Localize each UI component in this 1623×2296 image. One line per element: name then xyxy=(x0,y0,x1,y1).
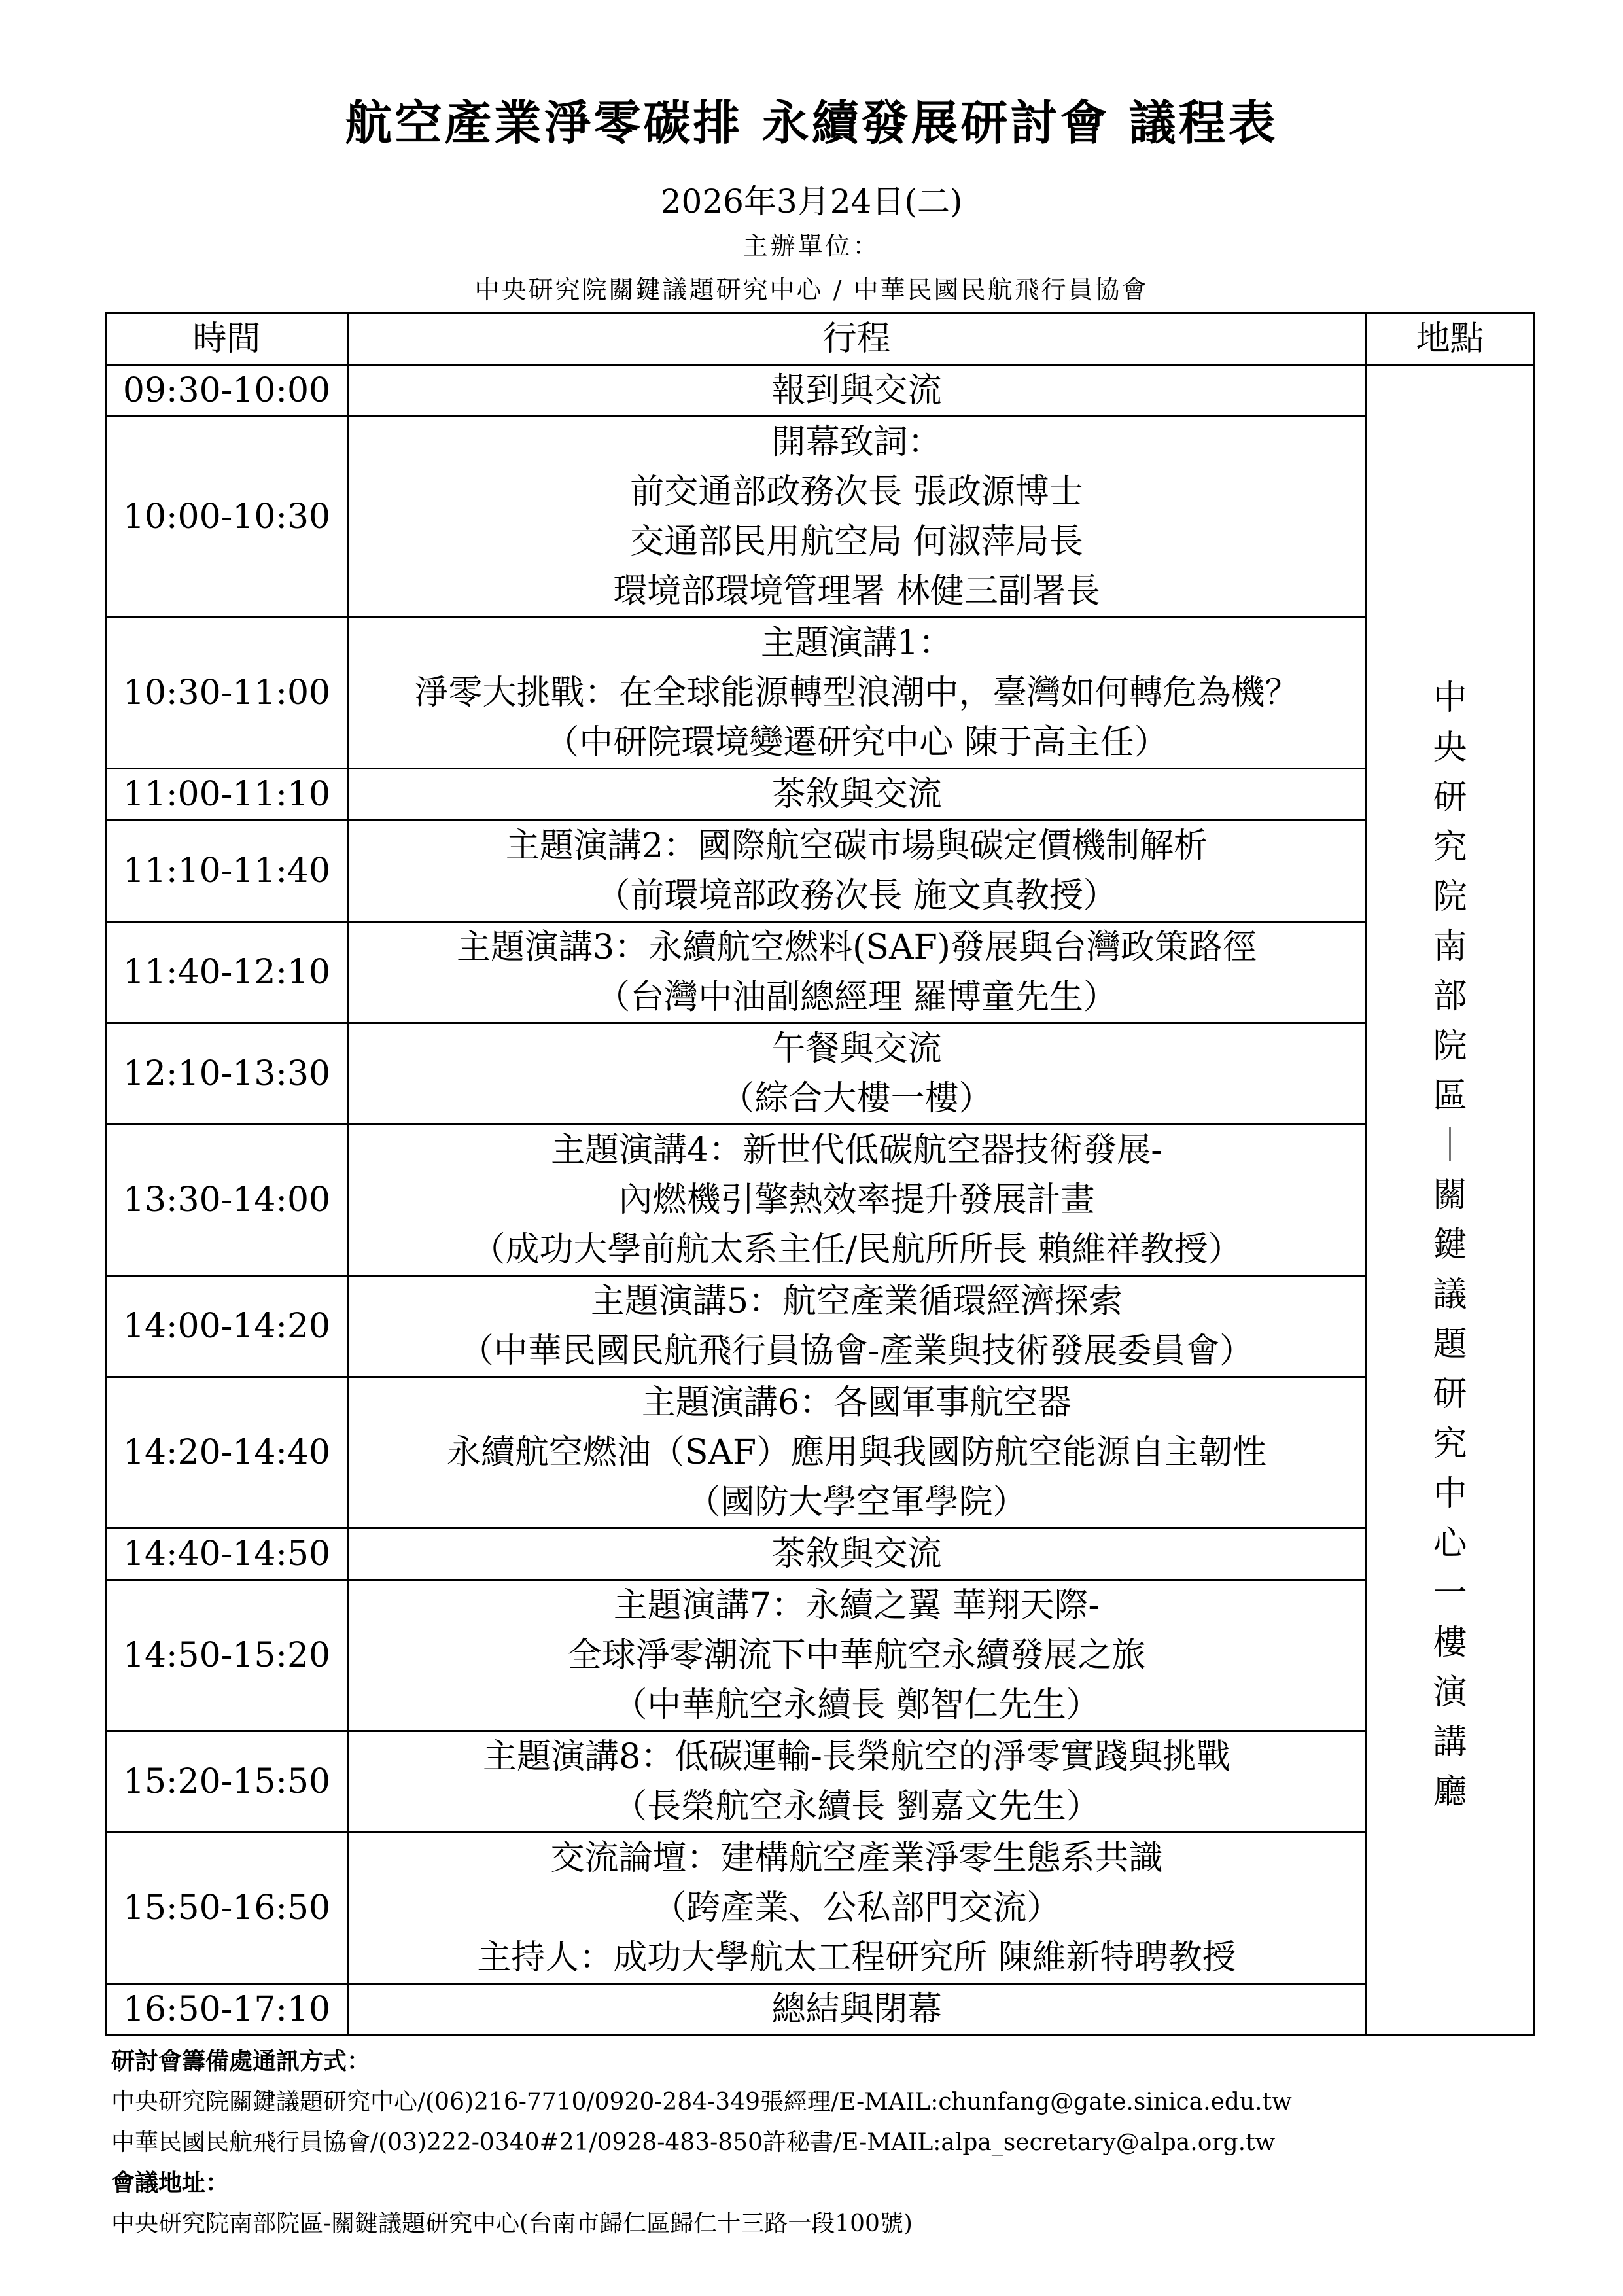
column-header-program: 行程 xyxy=(348,313,1366,365)
program-cell xyxy=(348,417,1366,618)
table-row xyxy=(106,1528,1535,1580)
time-cell: 15:50-16:50 xyxy=(106,1833,348,1984)
program-line: （長榮航空永續長 劉嘉文先生） xyxy=(613,1787,1100,1826)
program-line: （中華民國民航飛行員協會-產業與技術發展委員會） xyxy=(459,1332,1254,1371)
venue-vertical-text xyxy=(1373,673,1527,1817)
table-row xyxy=(106,618,1535,769)
program-line: 主題演講8：低碳運輸-長榮航空的淨零實踐與挑戰 xyxy=(483,1737,1230,1776)
time-cell: 15:20-15:50 xyxy=(106,1731,348,1833)
venue-char: 區 xyxy=(1433,1076,1467,1116)
program-line: 交流論壇：建構航空產業淨零生態系共識 xyxy=(550,1839,1163,1878)
venue-char: 南 xyxy=(1433,927,1467,966)
column-header-time: 時間 xyxy=(106,313,348,365)
program-line: 主題演講5：航空產業循環經濟探索 xyxy=(590,1282,1123,1321)
venue-char: 樓 xyxy=(1433,1623,1467,1663)
event-date: 2026年3月24日(二) xyxy=(660,183,963,221)
time-cell: 14:40-14:50 xyxy=(106,1528,348,1580)
program-cell xyxy=(348,365,1366,417)
venue-char: ｜ xyxy=(1433,1126,1467,1165)
program-cell xyxy=(348,1377,1366,1528)
venue-char: 究 xyxy=(1433,828,1467,867)
program-line: （中研院環境變遷研究中心 陳于高主任） xyxy=(545,723,1168,762)
time-cell: 14:50-15:20 xyxy=(106,1580,348,1731)
table-header-row xyxy=(106,313,1535,365)
address-heading: 會議地址： xyxy=(111,2170,230,2197)
venue-char: 心 xyxy=(1433,1524,1467,1563)
program-line: 環境部環境管理署 林健三副署長 xyxy=(613,572,1100,611)
program-line: 全球淨零潮流下中華航空永續發展之旅 xyxy=(567,1636,1146,1675)
venue-char: 演 xyxy=(1433,1673,1467,1712)
program-cell xyxy=(348,1023,1366,1125)
program-line: 交通部民用航空局 何淑萍局長 xyxy=(630,522,1083,561)
venue-char: 講 xyxy=(1433,1723,1467,1762)
venue-char: 一 xyxy=(1433,1574,1467,1613)
venue-char: 院 xyxy=(1433,877,1467,917)
table-row xyxy=(106,1377,1535,1528)
program-cell xyxy=(348,1984,1366,2036)
time-cell: 10:30-11:00 xyxy=(106,618,348,769)
column-header-location: 地點 xyxy=(1366,313,1535,365)
table-row xyxy=(106,1125,1535,1276)
organizers: 中央研究院關鍵議題研究中心 / 中華民國民航飛行員協會 xyxy=(474,275,1149,304)
program-cell xyxy=(348,922,1366,1023)
program-line: 主題演講4：新世代低碳航空器技術發展- xyxy=(551,1131,1162,1170)
program-line: 永續航空燃油（SAF）應用與我國防航空能源自主韌性 xyxy=(446,1433,1267,1472)
program-line: 總結與閉幕 xyxy=(771,1990,942,2029)
program-line: （國防大學空軍學院） xyxy=(686,1483,1027,1522)
table-row xyxy=(106,1984,1535,2036)
table-row xyxy=(106,1731,1535,1833)
time-cell: 13:30-14:00 xyxy=(106,1125,348,1276)
venue-char: 央 xyxy=(1433,728,1467,768)
program-cell xyxy=(348,1125,1366,1276)
program-line: 午餐與交流 xyxy=(771,1029,942,1069)
venue-char: 關 xyxy=(1433,1176,1467,1215)
program-line: 主題演講3：永續航空燃料(SAF)發展與台灣政策路徑 xyxy=(457,928,1257,967)
table-row xyxy=(106,1580,1535,1731)
venue-char: 中 xyxy=(1433,1474,1467,1513)
program-line: 開幕致詞： xyxy=(771,423,942,462)
page-title: 航空產業淨零碳排 永續發展研討會 議程表 xyxy=(345,96,1278,150)
table-row xyxy=(106,821,1535,922)
address-line: 中央研究院南部院區-關鍵議題研究中心(台南市歸仁區歸仁十三路一段100號) xyxy=(111,2210,913,2237)
venue-char: 廳 xyxy=(1433,1773,1467,1812)
program-line: 前交通部政務次長 張政源博士 xyxy=(630,472,1083,512)
program-cell xyxy=(348,821,1366,922)
program-line: 主題演講2：國際航空碳市場與碳定價機制解析 xyxy=(505,826,1208,866)
venue-char: 研 xyxy=(1433,778,1467,817)
agenda-body xyxy=(106,365,1535,2036)
program-line: （中華航空永續長 鄭智仁先生） xyxy=(613,1686,1100,1725)
organizer-label: 主辦單位： xyxy=(742,232,881,260)
program-line: （跨產業、公私部門交流） xyxy=(652,1888,1061,1928)
table-row xyxy=(106,1276,1535,1377)
venue-char: 究 xyxy=(1433,1424,1467,1464)
venue-char: 院 xyxy=(1433,1027,1467,1066)
agenda-table xyxy=(105,312,1535,2036)
table-row xyxy=(106,365,1535,417)
program-line: （前環境部政務次長 施文真教授） xyxy=(596,876,1117,915)
footer xyxy=(111,2041,1550,2244)
program-line: 報到與交流 xyxy=(771,371,942,410)
program-line: 茶敘與交流 xyxy=(771,775,942,814)
contact-heading: 研討會籌備處通訊方式： xyxy=(111,2048,371,2075)
time-cell: 09:30-10:00 xyxy=(106,365,348,417)
program-cell xyxy=(348,1528,1366,1580)
time-cell: 12:10-13:30 xyxy=(106,1023,348,1125)
program-line: 茶敘與交流 xyxy=(771,1534,942,1574)
program-line: （綜合大樓一樓） xyxy=(720,1079,993,1118)
program-line: 主題演講7：永續之翼 華翔天際- xyxy=(613,1586,1100,1625)
table-row xyxy=(106,417,1535,618)
table-row xyxy=(106,1023,1535,1125)
time-cell: 11:40-12:10 xyxy=(106,922,348,1023)
venue-char: 議 xyxy=(1433,1275,1467,1315)
table-row xyxy=(106,1833,1535,1984)
program-cell xyxy=(348,1731,1366,1833)
venue-char: 題 xyxy=(1433,1325,1467,1364)
venue-cell xyxy=(1366,365,1535,2036)
time-cell: 14:20-14:40 xyxy=(106,1377,348,1528)
program-line: （成功大學前航太系主任/民航所所長 賴維祥教授） xyxy=(471,1230,1242,1269)
program-cell xyxy=(348,1580,1366,1731)
program-line: 淨零大挑戰：在全球能源轉型浪潮中，臺灣如何轉危為機？ xyxy=(414,673,1299,713)
time-cell: 14:00-14:20 xyxy=(106,1276,348,1377)
table-row xyxy=(106,922,1535,1023)
program-line: 主題演講1： xyxy=(760,624,953,663)
program-line: 內燃機引擎熱效率提升發展計畫 xyxy=(618,1180,1095,1220)
program-cell xyxy=(348,769,1366,821)
program-cell xyxy=(348,1833,1366,1984)
time-cell: 11:00-11:10 xyxy=(106,769,348,821)
venue-char: 鍵 xyxy=(1433,1226,1467,1265)
table-row xyxy=(106,769,1535,821)
program-line: （台灣中油副總經理 羅博童先生） xyxy=(596,978,1117,1017)
time-cell: 11:10-11:40 xyxy=(106,821,348,922)
program-line: 主題演講6：各國軍事航空器 xyxy=(641,1383,1072,1422)
time-cell: 16:50-17:10 xyxy=(106,1984,348,2036)
venue-char: 部 xyxy=(1433,977,1467,1016)
program-cell xyxy=(348,1276,1366,1377)
contact-line-1: 中央研究院關鍵議題研究中心/(06)216-7710/0920-284-349張經理/E-MAIL:chunfang@gate.sinica.edu.tw xyxy=(111,2089,1292,2115)
contact-line-2: 中華民國民航飛行員協會/(03)222-0340#21/0928-483-850許秘書/E-MAIL:alpa_secretary@alpa.org.tw xyxy=(111,2129,1276,2156)
program-cell xyxy=(348,618,1366,769)
program-line: 主持人：成功大學航太工程研究所 陳維新特聘教授 xyxy=(477,1938,1236,1977)
venue-char: 研 xyxy=(1433,1375,1467,1414)
time-cell: 10:00-10:30 xyxy=(106,417,348,618)
venue-char: 中 xyxy=(1433,679,1467,718)
